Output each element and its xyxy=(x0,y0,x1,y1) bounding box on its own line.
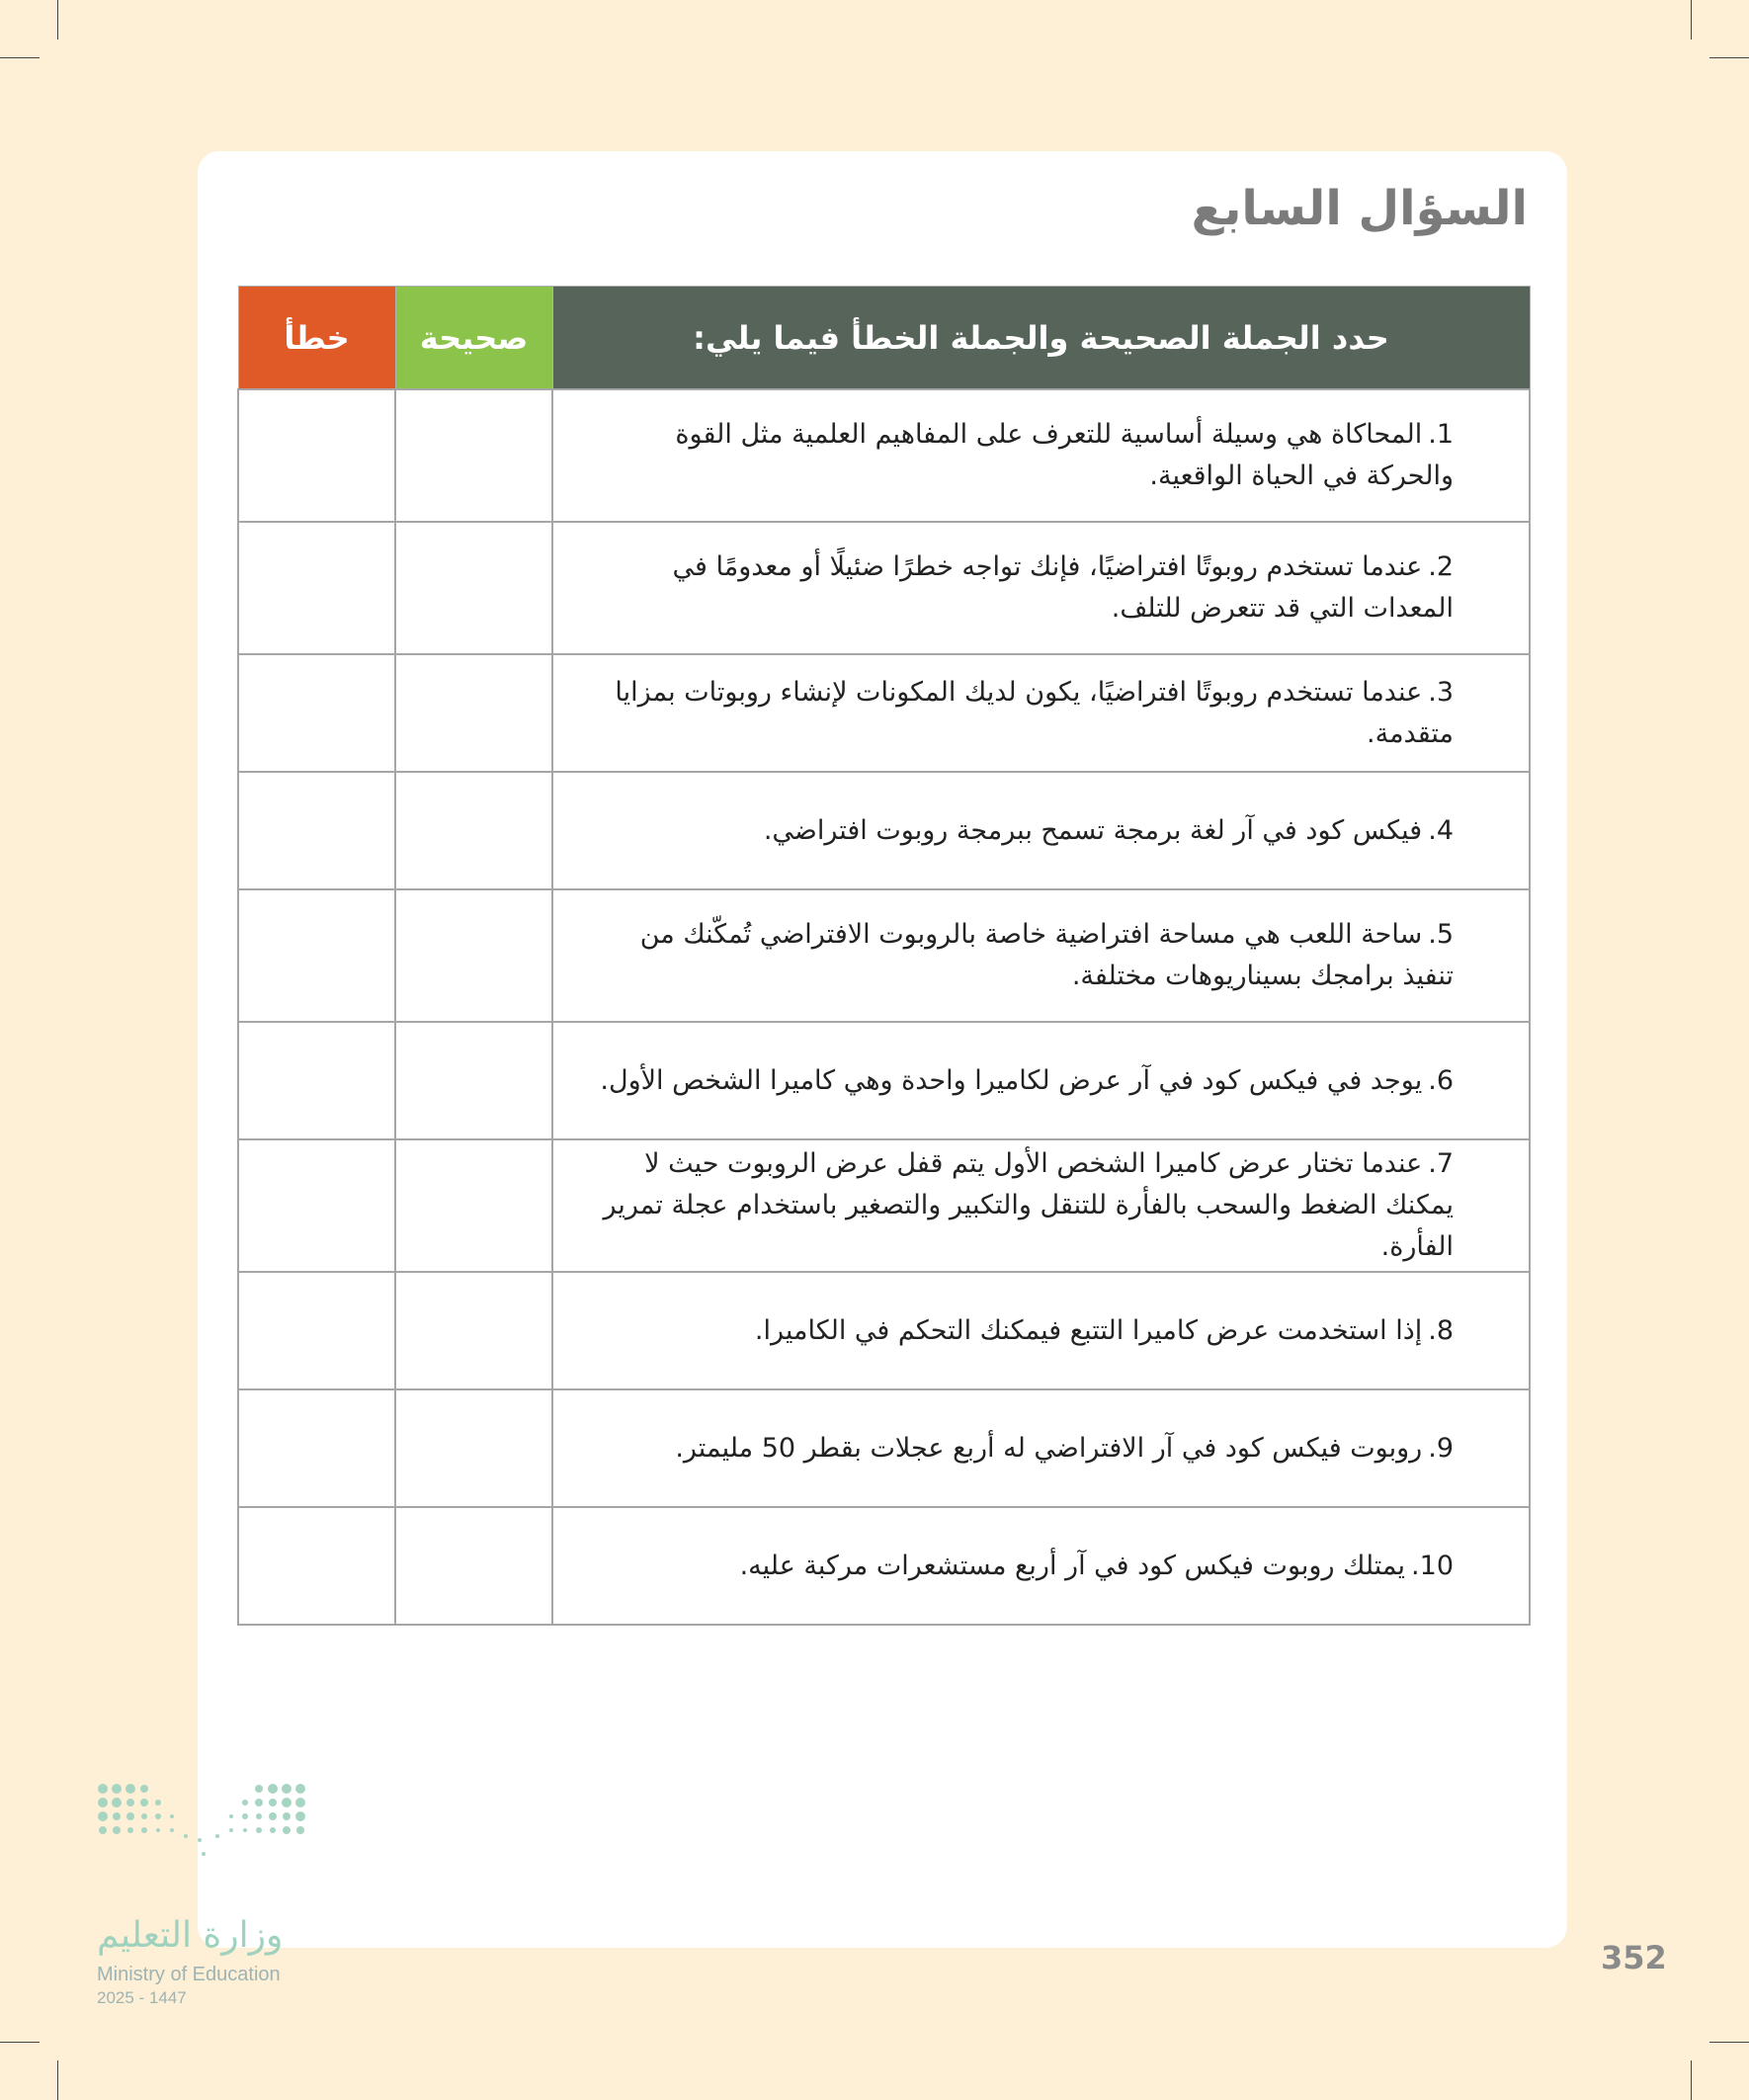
statement-cell xyxy=(552,1022,1530,1139)
statement-number: 8. xyxy=(1428,1314,1454,1346)
statement-text: فيكس كود في آر لغة برمجة تسمح ببرمجة روبوت افتراضي. xyxy=(763,814,1423,846)
crop-mark xyxy=(0,57,40,58)
page-title: السؤال السابع xyxy=(1191,181,1528,236)
statement-number: 6. xyxy=(1428,1064,1454,1096)
crop-mark xyxy=(1709,2042,1749,2043)
false-answer-cell[interactable] xyxy=(238,1139,395,1272)
statement-text: عندما تستخدم روبوتًا افتراضيًا، فإنك تواجه خطرًا ضئيلًا أو معدومًا في المعدات التي قد تتعرض للتلف. xyxy=(672,551,1454,624)
ministry-logo xyxy=(95,1779,322,2016)
statement-cell xyxy=(552,1272,1530,1389)
statement-number: 1. xyxy=(1428,419,1454,450)
statement-text: يمتلك روبوت فيكس كود في آر أربع مستشعرات مركبة عليه. xyxy=(739,1550,1406,1581)
statement-cell xyxy=(552,1389,1530,1507)
statement-cell xyxy=(552,654,1530,772)
table-row xyxy=(238,1507,1530,1625)
statement-cell xyxy=(552,522,1530,654)
table-row xyxy=(238,772,1530,889)
crop-mark xyxy=(1709,57,1749,58)
true-answer-cell[interactable] xyxy=(395,772,552,889)
statement-number: 3. xyxy=(1428,676,1454,708)
table-row xyxy=(238,1272,1530,1389)
crop-mark xyxy=(57,0,58,40)
statement-cell xyxy=(552,1507,1530,1625)
crop-mark xyxy=(57,2060,58,2100)
true-answer-cell[interactable] xyxy=(395,1139,552,1272)
false-answer-cell[interactable] xyxy=(238,522,395,654)
true-false-table xyxy=(237,286,1531,1626)
statement-number: 10. xyxy=(1411,1550,1454,1581)
false-answer-cell[interactable] xyxy=(238,1022,395,1139)
ministry-name-english: Ministry of Education xyxy=(97,1964,281,1985)
crop-mark xyxy=(1691,2060,1692,2100)
statement-number: 9. xyxy=(1428,1432,1454,1464)
academic-year: 2025 - 1447 xyxy=(97,1988,187,2007)
true-answer-cell[interactable] xyxy=(395,1022,552,1139)
true-answer-cell[interactable] xyxy=(395,1389,552,1507)
statement-text: يوجد في فيكس كود في آر عرض لكاميرا واحدة وهي كاميرا الشخص الأول. xyxy=(600,1064,1423,1096)
true-answer-cell[interactable] xyxy=(395,654,552,772)
statement-cell xyxy=(552,1139,1530,1272)
table-row xyxy=(238,389,1530,522)
statement-cell xyxy=(552,389,1530,522)
true-answer-cell[interactable] xyxy=(395,389,552,522)
true-header: صحيحة xyxy=(395,287,552,390)
content-card xyxy=(198,151,1567,1948)
crop-mark xyxy=(0,2042,40,2043)
statement-text: روبوت فيكس كود في آر الافتراضي له أربع عجلات بقطر 50 مليمتر. xyxy=(675,1432,1423,1464)
statement-number: 2. xyxy=(1428,551,1454,582)
false-answer-cell[interactable] xyxy=(238,889,395,1022)
false-answer-cell[interactable] xyxy=(238,1389,395,1507)
statement-text: عندما تستخدم روبوتًا افتراضيًا، يكون لديك المكونات لإنشاء روبوتات بمزايا متقدمة. xyxy=(615,676,1454,749)
table-row xyxy=(238,654,1530,772)
table-row xyxy=(238,522,1530,654)
statement-text: المحاكاة هي وسيلة أساسية للتعرف على المفاهيم العلمية مثل القوة والحركة في الحياة الواقعية. xyxy=(675,419,1454,491)
statement-cell xyxy=(552,889,1530,1022)
false-answer-cell[interactable] xyxy=(238,1272,395,1389)
false-answer-cell[interactable] xyxy=(238,654,395,772)
question-header: حدد الجملة الصحيحة والجملة الخطأ فيما يلي: xyxy=(552,287,1530,390)
statement-text: إذا استخدمت عرض كاميرا التتبع فيمكنك التحكم في الكاميرا. xyxy=(754,1314,1423,1346)
statement-text: ساحة اللعب هي مساحة افتراضية خاصة بالروبوت الافتراضي تُمكّنك من تنفيذ برامجك بسيناريوهات مختلفة. xyxy=(639,919,1454,991)
table-header-row xyxy=(238,287,1530,390)
crop-mark xyxy=(1691,0,1692,40)
true-answer-cell[interactable] xyxy=(395,1507,552,1625)
table-row xyxy=(238,1022,1530,1139)
page-number: 352 xyxy=(1601,1939,1667,1976)
table-row xyxy=(238,889,1530,1022)
false-header: خطأ xyxy=(238,287,395,390)
statement-number: 5. xyxy=(1428,919,1454,950)
table-row xyxy=(238,1139,1530,1272)
false-answer-cell[interactable] xyxy=(238,1507,395,1625)
dot-pattern-icon xyxy=(95,1779,308,1897)
table-row xyxy=(238,1389,1530,1507)
false-answer-cell[interactable] xyxy=(238,772,395,889)
false-answer-cell[interactable] xyxy=(238,389,395,522)
statement-number: 7. xyxy=(1428,1148,1454,1179)
ministry-name-arabic: وزارة التعليم xyxy=(97,1915,284,1956)
true-answer-cell[interactable] xyxy=(395,1272,552,1389)
statement-text: عندما تختار عرض كاميرا الشخص الأول يتم قفل عرض الروبوت حيث لا يمكنك الضغط والسحب بالفأرة للتنقل والتكبير والتصغير باستخدام عجلة تمرير الفأرة. xyxy=(603,1148,1454,1262)
statement-cell xyxy=(552,772,1530,889)
true-answer-cell[interactable] xyxy=(395,889,552,1022)
true-answer-cell[interactable] xyxy=(395,522,552,654)
statement-number: 4. xyxy=(1428,814,1454,846)
